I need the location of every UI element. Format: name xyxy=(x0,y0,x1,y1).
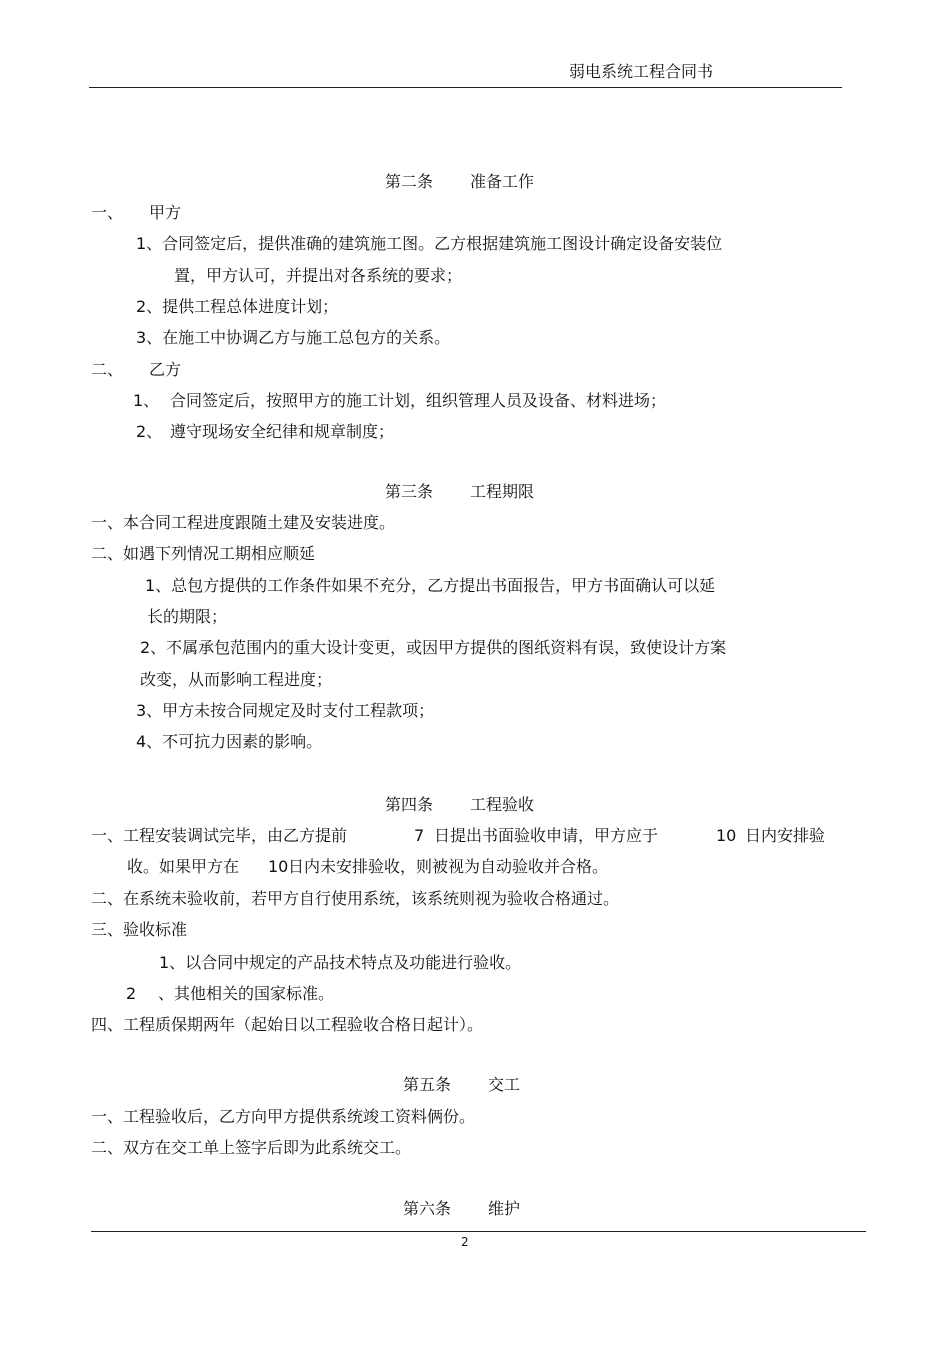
clause-line: 日提出书面验收申请，甲方应于 xyxy=(434,826,659,845)
section-number: 第六条 xyxy=(403,1199,452,1218)
list-item: 2、不属承包范围内的重大设计变更，或因甲方提供的图纸资料有误，致使设计方案 xyxy=(140,638,727,657)
list-item: 3、甲方未按合同规定及时支付工程款项； xyxy=(136,701,435,720)
list-number: 2、 xyxy=(136,422,163,441)
clause-line: 一、工程验收后，乙方向甲方提供系统竣工资料俩份。 xyxy=(91,1107,476,1126)
header-title: 弱电系统工程合同书 xyxy=(569,62,714,81)
list-item-continued: 置，甲方认可，并提出对各系统的要求； xyxy=(174,266,463,285)
days-number: 10 xyxy=(268,857,289,876)
clause-line: 二、双方在交工单上签字后即为此系统交工。 xyxy=(91,1138,412,1157)
list-item: 合同签定后，按照甲方的施工计划，组织管理人员及设备、材料进场； xyxy=(170,391,667,410)
section-number: 第五条 xyxy=(403,1075,452,1094)
list-item: 1、以合同中规定的产品技术特点及功能进行验收。 xyxy=(159,953,522,972)
days-number: 7 xyxy=(414,826,425,845)
section-heading xyxy=(385,795,534,815)
list-number: 2 xyxy=(126,984,137,1003)
section-number: 第三条 xyxy=(385,482,434,501)
section-heading xyxy=(403,1075,520,1095)
list-item: 3、在施工中协调乙方与施工总包方的关系。 xyxy=(136,328,451,347)
list-item: 4、不可抗力因素的影响。 xyxy=(136,732,323,751)
clause-line-continued: 收。如果甲方在 xyxy=(127,857,240,876)
clause-line: 四、工程质保期两年（起始日以工程验收合格日起计）。 xyxy=(91,1015,484,1034)
section-name: 交工 xyxy=(488,1075,521,1094)
section-name: 准备工作 xyxy=(470,172,535,191)
section-name: 工程验收 xyxy=(470,795,535,814)
section-heading xyxy=(385,172,534,192)
header-rule xyxy=(89,87,842,88)
section-number: 第四条 xyxy=(385,795,434,814)
clause-line: 二、在系统未验收前，若甲方自行使用系统，该系统则视为验收合格通过。 xyxy=(91,889,620,908)
clause-line: 日内安排验 xyxy=(745,826,826,845)
section-name: 工程期限 xyxy=(470,482,535,501)
clause-line: 二、如遇下列情况工期相应顺延 xyxy=(91,544,316,563)
party-heading: 乙方 xyxy=(149,360,182,379)
page-number: 2 xyxy=(461,1235,469,1249)
list-item: 1、总包方提供的工作条件如果不充分，乙方提出书面报告，甲方书面确认可以延 xyxy=(145,576,716,595)
section-heading xyxy=(403,1199,520,1219)
list-item-continued: 改变，从而影响工程进度； xyxy=(140,670,333,689)
days-number: 10 xyxy=(716,826,737,845)
list-item: 1、合同签定后，提供准确的建筑施工图。乙方根据建筑施工图设计确定设备安装位 xyxy=(136,234,723,253)
clause-line-continued: 日内未安排验收，则被视为自动验收并合格。 xyxy=(288,857,609,876)
list-item: 、其他相关的国家标准。 xyxy=(158,984,335,1003)
section-heading xyxy=(385,482,534,502)
list-item: 遵守现场安全纪律和规章制度； xyxy=(170,422,395,441)
clause-line: 一、本合同工程进度跟随土建及安装进度。 xyxy=(91,513,396,532)
list-item-continued: 长的期限； xyxy=(147,607,228,626)
party-heading: 甲方 xyxy=(149,203,182,222)
footer-rule xyxy=(91,1231,866,1232)
clause-line: 一、工程安装调试完毕，由乙方提前 xyxy=(91,826,348,845)
clause-line: 三、验收标准 xyxy=(91,920,188,939)
list-number: 1、 xyxy=(133,391,160,410)
section-name: 维护 xyxy=(488,1199,521,1218)
list-marker: 一、 xyxy=(91,203,124,222)
list-marker: 二、 xyxy=(91,360,124,379)
list-item: 2、提供工程总体进度计划； xyxy=(136,297,339,316)
section-number: 第二条 xyxy=(385,172,434,191)
